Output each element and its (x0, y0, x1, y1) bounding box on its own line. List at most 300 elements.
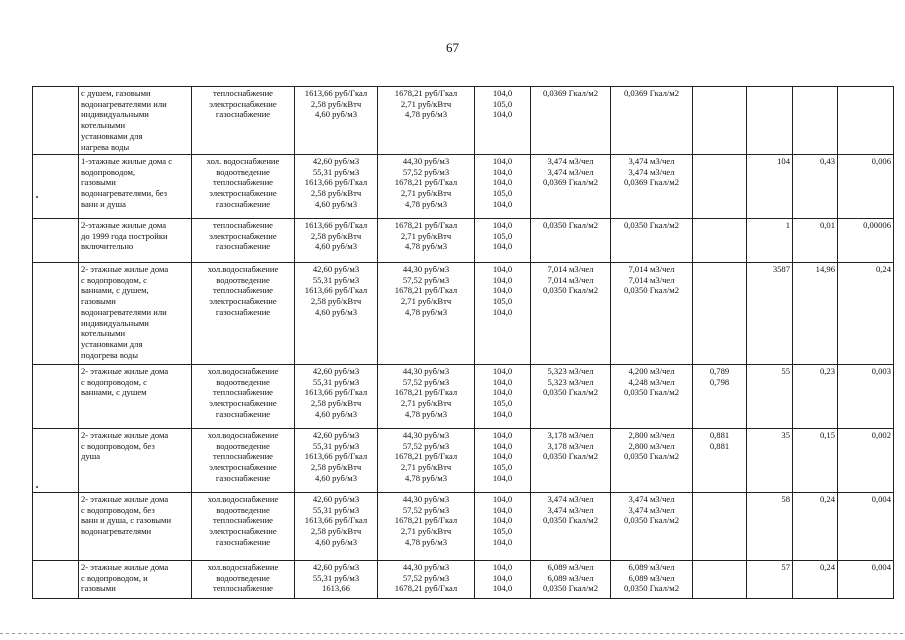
share-value: 0,01 (819, 220, 835, 230)
tariff-current-line: 1613,66 руб/Гкал (304, 515, 368, 526)
coefficient-cell (693, 87, 747, 155)
norm-next-cell (611, 87, 693, 155)
row-name-line: котельными (81, 328, 126, 339)
row-name-line: ванн и душа, с газовыми (81, 515, 172, 526)
growth-index-line: 104,0 (492, 536, 513, 547)
growth-index-line: 104,0 (492, 241, 513, 252)
share-value: 0,24 (819, 562, 835, 572)
tariff-current-line: 2,58 руб/кВтч (310, 98, 362, 109)
row-name-cell (79, 155, 192, 219)
share-cell (793, 561, 838, 599)
norm-current-line: 3,178 м3/чел (547, 430, 594, 440)
growth-index-line: 105,0 (492, 526, 513, 537)
row-blank-cell (33, 219, 79, 263)
tariff-current-line: 2,58 руб/кВтч (310, 188, 362, 199)
tariff-current-line: 55,31 руб/м3 (312, 572, 360, 583)
table-row (33, 365, 894, 429)
row-name-cell (79, 365, 192, 429)
growth-index-line: 104,0 (492, 494, 513, 504)
growth-index-line: 104,0 (492, 285, 513, 296)
tariff-current-cell (295, 429, 378, 493)
tariff-next-line: 57,52 руб/м3 (402, 376, 450, 387)
tariff-next-line: 4,78 руб/м3 (404, 306, 448, 317)
share-value: 0,43 (819, 156, 835, 166)
row-name-line: 2- этажные жилые дома (81, 562, 169, 572)
tariff-next-cell (378, 365, 475, 429)
count-cell (747, 365, 793, 429)
tariff-next-line: 4,78 руб/м3 (404, 241, 448, 252)
row-name-cell (79, 493, 192, 561)
tariff-current-line: 1613,66 руб/Гкал (304, 177, 368, 188)
tariff-next-line: 2,71 руб/кВтч (400, 188, 452, 199)
norm-next-line: 7,014 м3/чел (628, 264, 675, 274)
tariff-next-line: 2,71 руб/кВтч (400, 296, 452, 307)
share-cell (793, 87, 838, 155)
growth-index-line: 104,0 (492, 451, 513, 462)
count-cell (747, 561, 793, 599)
norm-current-line: 3,474 м3/чел (547, 156, 594, 166)
growth-index-cell (475, 429, 531, 493)
service-list-line: хол.водоснабжение (207, 494, 279, 504)
share-cell (793, 263, 838, 365)
tariff-next-line: 57,52 руб/м3 (402, 166, 450, 177)
value-cell (838, 493, 894, 561)
row-blank-cell (33, 155, 79, 219)
norm-current-line: 0,0369 Гкал/м2 (542, 88, 599, 98)
norm-next-cell (611, 429, 693, 493)
tariff-current-cell (295, 263, 378, 365)
growth-index-line: 104,0 (492, 408, 513, 419)
margin-mark (36, 196, 38, 198)
count-cell (747, 263, 793, 365)
growth-index-line: 104,0 (492, 562, 513, 572)
tariff-next-line: 2,71 руб/кВтч (400, 230, 452, 241)
growth-index-line: 104,0 (492, 198, 513, 209)
row-blank-cell (33, 561, 79, 599)
service-list-line: газоснабжение (215, 109, 271, 120)
row-name-line: установками для (81, 130, 143, 141)
tariff-current-line: 4,60 руб/м3 (314, 408, 358, 419)
norm-current-line: 7,014 м3/чел (547, 264, 594, 274)
growth-index-line: 104,0 (492, 572, 513, 583)
tariff-next-line: 57,52 руб/м3 (402, 504, 450, 515)
row-name-line: индивидуальными (81, 109, 149, 120)
row-name-line: с душем, газовыми (81, 88, 151, 98)
count-value: 3587 (772, 264, 790, 274)
tariff-next-line: 44,30 руб/м3 (402, 156, 450, 166)
norm-current-cell (531, 219, 611, 263)
service-list-line: электроснабжение (209, 230, 277, 241)
coefficient-line: 0,881 (709, 430, 730, 440)
row-name-line: с водопроводом, с (81, 274, 147, 285)
share-value: 0,15 (819, 430, 835, 440)
tariff-current-line: 42,60 руб/м3 (312, 562, 360, 572)
row-name-line: газовыми (81, 296, 116, 307)
coefficient-line: 0,798 (709, 376, 730, 387)
share-cell (793, 365, 838, 429)
row-name-line: 2- этажные жилые дома (81, 264, 169, 274)
row-name-line: ваннами, с душем, (81, 285, 149, 296)
service-list-line: теплоснабжение (212, 387, 273, 398)
norm-next-line: 2,800 м3/чел (628, 440, 675, 451)
coefficient-cell (693, 561, 747, 599)
growth-index-cell (475, 493, 531, 561)
norm-next-line: 0,0350 Гкал/м2 (623, 220, 680, 230)
row-name-line: подогрева воды (81, 349, 139, 360)
coefficient-cell (693, 263, 747, 365)
norm-current-line: 7,014 м3/чел (547, 274, 594, 285)
tariff-next-line: 1678,21 руб/Гкал (394, 515, 458, 526)
norm-next-line: 0,0350 Гкал/м2 (623, 285, 680, 296)
tariff-next-cell (378, 263, 475, 365)
norm-current-line: 0,0350 Гкал/м2 (542, 451, 599, 462)
service-list-cell (192, 561, 295, 599)
service-list-line: водоотведение (216, 274, 270, 285)
norm-current-line: 3,474 м3/чел (547, 504, 594, 515)
value-cell (838, 155, 894, 219)
tariff-current-line: 1613,66 руб/Гкал (304, 285, 368, 296)
tariff-next-line: 1678,21 руб/Гкал (394, 285, 458, 296)
norm-next-line: 4,200 м3/чел (628, 366, 675, 376)
growth-index-line: 104,0 (492, 109, 513, 120)
share-cell (793, 429, 838, 493)
norm-next-cell (611, 219, 693, 263)
value-value: 0,004 (871, 562, 891, 572)
growth-index-line: 104,0 (492, 156, 513, 166)
tariff-current-line: 2,58 руб/кВтч (310, 462, 362, 473)
tariff-current-line: 4,60 руб/м3 (314, 241, 358, 252)
service-list-line: хол.водоснабжение (207, 264, 279, 274)
row-name-line: ваннами, с душем (81, 387, 147, 398)
service-list-cell (192, 219, 295, 263)
table-row (33, 493, 894, 561)
tariff-next-line: 44,30 руб/м3 (402, 494, 450, 504)
count-cell (747, 429, 793, 493)
row-name-line: включительно (81, 241, 134, 252)
tariff-current-line: 2,58 руб/кВтч (310, 296, 362, 307)
tariff-next-line: 1678,21 руб/Гкал (394, 177, 458, 188)
service-list-line: газоснабжение (215, 408, 271, 419)
norm-next-line: 2,800 м3/чел (628, 430, 675, 440)
row-blank-cell (33, 365, 79, 429)
growth-index-line: 104,0 (492, 472, 513, 483)
norm-next-cell (611, 561, 693, 599)
row-name-line: душа (81, 451, 101, 462)
row-name-line: 2-этажные жилые дома (81, 220, 167, 230)
norm-current-line: 0,0350 Гкал/м2 (542, 285, 599, 296)
value-value: 0,004 (871, 494, 891, 504)
coefficient-cell (693, 429, 747, 493)
tariff-current-cell (295, 365, 378, 429)
tariff-next-line: 57,52 руб/м3 (402, 274, 450, 285)
value-value: 0,00006 (863, 220, 891, 230)
row-name-line: с водопроводом, без (81, 504, 155, 515)
tariff-next-line: 4,78 руб/м3 (404, 198, 448, 209)
tariff-next-cell (378, 155, 475, 219)
growth-index-line: 104,0 (492, 376, 513, 387)
service-list-cell (192, 263, 295, 365)
coefficient-line: 0,881 (709, 440, 730, 451)
tariff-current-line: 55,31 руб/м3 (312, 504, 360, 515)
service-list-cell (192, 87, 295, 155)
norm-current-line: 6,089 м3/чел (547, 572, 594, 583)
margin-mark (36, 486, 38, 488)
tariff-next-line: 44,30 руб/м3 (402, 366, 450, 376)
service-list-line: теплоснабжение (212, 177, 273, 188)
growth-index-line: 104,0 (492, 166, 513, 177)
row-name-cell (79, 263, 192, 365)
service-list-line: теплоснабжение (212, 285, 273, 296)
coefficient-cell (693, 219, 747, 263)
row-name-line: с водопроводом, и (81, 572, 148, 583)
share-value: 0,24 (819, 494, 835, 504)
service-list-cell (192, 365, 295, 429)
service-list-line: газоснабжение (215, 472, 271, 483)
tariff-current-line: 55,31 руб/м3 (312, 376, 360, 387)
tariff-next-line: 2,71 руб/кВтч (400, 462, 452, 473)
service-list-cell (192, 155, 295, 219)
service-list-line: газоснабжение (215, 241, 271, 252)
growth-index-line: 104,0 (492, 430, 513, 440)
growth-index-line: 104,0 (492, 264, 513, 274)
growth-index-line: 105,0 (492, 398, 513, 409)
growth-index-line: 104,0 (492, 177, 513, 188)
norm-next-line: 0,0350 Гкал/м2 (623, 387, 680, 398)
norm-next-line: 3,474 м3/чел (628, 156, 675, 166)
norm-current-cell (531, 365, 611, 429)
tariff-next-line: 4,78 руб/м3 (404, 408, 448, 419)
page-number: 67 (446, 40, 459, 55)
tariff-current-line: 42,60 руб/м3 (312, 494, 360, 504)
row-name-line: водонагревателями или (81, 306, 167, 317)
norm-current-line: 3,474 м3/чел (547, 494, 594, 504)
row-name-line: ванн и душа (81, 198, 126, 209)
service-list-line: газоснабжение (215, 198, 271, 209)
tariff-current-line: 42,60 руб/м3 (312, 264, 360, 274)
tariff-next-cell (378, 429, 475, 493)
service-list-line: хол.водоснабжение (207, 562, 279, 572)
row-blank-cell (33, 493, 79, 561)
coefficient-line: 0,789 (709, 366, 730, 376)
growth-index-cell (475, 263, 531, 365)
tariff-current-line: 4,60 руб/м3 (314, 306, 358, 317)
count-cell (747, 493, 793, 561)
coefficient-cell (693, 155, 747, 219)
growth-index-cell (475, 561, 531, 599)
tariff-next-cell (378, 561, 475, 599)
value-cell (838, 365, 894, 429)
service-list-line: водоотведение (216, 504, 270, 515)
norm-next-line: 3,474 м3/чел (628, 494, 675, 504)
tariff-current-line: 55,31 руб/м3 (312, 166, 360, 177)
share-cell (793, 155, 838, 219)
value-value: 0,006 (871, 156, 891, 166)
norm-next-cell (611, 493, 693, 561)
norm-next-line: 0,0369 Гкал/м2 (623, 177, 680, 188)
value-value: 0,003 (871, 366, 891, 376)
row-name-cell (79, 87, 192, 155)
growth-index-line: 104,0 (492, 583, 513, 594)
service-list-line: теплоснабжение (212, 583, 273, 594)
norm-current-line: 5,323 м3/чел (547, 376, 594, 387)
tariff-current-cell (295, 493, 378, 561)
growth-index-line: 104,0 (492, 387, 513, 398)
norm-current-cell (531, 429, 611, 493)
tariff-next-line: 2,71 руб/кВтч (400, 526, 452, 537)
norm-next-line: 3,474 м3/чел (628, 166, 675, 177)
growth-index-line: 105,0 (492, 296, 513, 307)
growth-index-line: 104,0 (492, 366, 513, 376)
coefficient-cell (693, 493, 747, 561)
norm-current-cell (531, 561, 611, 599)
count-value: 57 (781, 562, 790, 572)
tariff-next-line: 44,30 руб/м3 (402, 562, 450, 572)
norm-next-line: 0,0350 Гкал/м2 (623, 451, 680, 462)
norm-current-line: 5,323 м3/чел (547, 366, 594, 376)
row-name-line: котельными (81, 120, 126, 131)
count-value: 55 (781, 366, 790, 376)
coefficient-cell (693, 365, 747, 429)
growth-index-line: 105,0 (492, 98, 513, 109)
tariff-current-line: 1613,66 руб/Гкал (304, 88, 368, 98)
growth-index-line: 104,0 (492, 440, 513, 451)
norm-next-cell (611, 263, 693, 365)
norm-next-line: 0,0350 Гкал/м2 (623, 583, 680, 594)
tariff-current-cell (295, 219, 378, 263)
value-cell (838, 219, 894, 263)
tariff-next-line: 1678,21 руб/Гкал (394, 88, 458, 98)
table-row (33, 155, 894, 219)
row-name-cell (79, 219, 192, 263)
tariff-current-line: 1613,66 руб/Гкал (304, 451, 368, 462)
count-cell (747, 219, 793, 263)
tariff-current-line: 1613,66 руб/Гкал (304, 387, 368, 398)
row-name-cell (79, 561, 192, 599)
value-cell (838, 87, 894, 155)
norm-current-line: 0,0350 Гкал/м2 (542, 583, 599, 594)
service-list-line: теплоснабжение (212, 515, 273, 526)
row-name-line: индивидуальными (81, 317, 149, 328)
tariff-next-cell (378, 219, 475, 263)
tariff-current-cell (295, 561, 378, 599)
service-list-line: теплоснабжение (212, 220, 273, 230)
norm-current-line: 0,0350 Гкал/м2 (542, 515, 599, 526)
growth-index-cell (475, 219, 531, 263)
table-row (33, 429, 894, 493)
growth-index-line: 104,0 (492, 515, 513, 526)
row-name-line: 2- этажные жилые дома (81, 430, 169, 440)
service-list-line: электроснабжение (209, 526, 277, 537)
tariff-table (32, 86, 894, 599)
norm-current-line: 3,178 м3/чел (547, 440, 594, 451)
tariff-next-line: 57,52 руб/м3 (402, 572, 450, 583)
growth-index-line: 105,0 (492, 230, 513, 241)
table-row (33, 87, 894, 155)
tariff-current-line: 2,58 руб/кВтч (310, 230, 362, 241)
row-blank-cell (33, 87, 79, 155)
service-list-line: электроснабжение (209, 98, 277, 109)
service-list-line: водоотведение (216, 440, 270, 451)
norm-next-line: 7,014 м3/чел (628, 274, 675, 285)
growth-index-line: 104,0 (492, 274, 513, 285)
service-list-line: электроснабжение (209, 462, 277, 473)
norm-current-cell (531, 493, 611, 561)
row-name-line: нагрева воды (81, 141, 130, 152)
table-row (33, 561, 894, 599)
row-name-line: 1-этажные жилые дома с (81, 156, 173, 166)
scan-edge (0, 633, 905, 634)
row-name-line: водонагревателями или (81, 98, 167, 109)
table-row (33, 219, 894, 263)
growth-index-line: 104,0 (492, 306, 513, 317)
norm-next-line: 6,089 м3/чел (628, 572, 675, 583)
norm-current-cell (531, 87, 611, 155)
tariff-current-line: 42,60 руб/м3 (312, 430, 360, 440)
count-cell (747, 87, 793, 155)
count-value: 35 (781, 430, 790, 440)
row-name-line: установками для (81, 338, 143, 349)
growth-index-line: 104,0 (492, 504, 513, 515)
tariff-next-line: 44,30 руб/м3 (402, 264, 450, 274)
service-list-line: хол. водоснабжение (206, 156, 280, 166)
service-list-line: газоснабжение (215, 536, 271, 547)
norm-current-line: 3,474 м3/чел (547, 166, 594, 177)
value-value: 0,24 (875, 264, 891, 274)
norm-current-line: 0,0350 Гкал/м2 (542, 220, 599, 230)
tariff-current-cell (295, 155, 378, 219)
norm-current-cell (531, 155, 611, 219)
service-list-line: теплоснабжение (212, 451, 273, 462)
share-value: 0,23 (819, 366, 835, 376)
norm-current-line: 0,0369 Гкал/м2 (542, 177, 599, 188)
norm-next-cell (611, 365, 693, 429)
count-cell (747, 155, 793, 219)
growth-index-cell (475, 365, 531, 429)
service-list-line: теплоснабжение (212, 88, 273, 98)
tariff-current-line: 1613,66 руб/Гкал (304, 220, 368, 230)
tariff-current-line: 1613,66 (322, 583, 350, 594)
growth-index-line: 105,0 (492, 462, 513, 473)
tariff-next-line: 1678,21 руб/Гкал (394, 451, 458, 462)
service-list-line: водоотведение (216, 376, 270, 387)
value-cell (838, 263, 894, 365)
row-name-line: 2- этажные жилые дома (81, 494, 169, 504)
row-name-line: водонагревателями (81, 526, 152, 537)
tariff-current-line: 42,60 руб/м3 (312, 366, 360, 376)
row-blank-cell (33, 429, 79, 493)
tariff-current-line: 2,58 руб/кВтч (310, 398, 362, 409)
table-row (33, 263, 894, 365)
service-list-cell (192, 429, 295, 493)
service-list-cell (192, 493, 295, 561)
value-cell (838, 561, 894, 599)
table-body (33, 87, 894, 599)
norm-current-line: 0,0350 Гкал/м2 (542, 387, 599, 398)
row-name-line: до 1999 года постройки (81, 230, 168, 241)
count-value: 104 (777, 156, 790, 166)
norm-next-line: 3,474 м3/чел (628, 504, 675, 515)
tariff-next-line: 1678,21 руб/Гкал (394, 220, 458, 230)
tariff-next-line: 2,71 руб/кВтч (400, 98, 452, 109)
tariff-current-line: 4,60 руб/м3 (314, 109, 358, 120)
count-value: 1 (785, 220, 790, 230)
growth-index-cell (475, 155, 531, 219)
row-name-line: с водопроводом, без (81, 440, 155, 451)
row-name-line: водопроводом, (81, 166, 136, 177)
norm-next-line: 6,089 м3/чел (628, 562, 675, 572)
service-list-line: хол.водоснабжение (207, 430, 279, 440)
row-name-line: газовыми (81, 583, 116, 594)
